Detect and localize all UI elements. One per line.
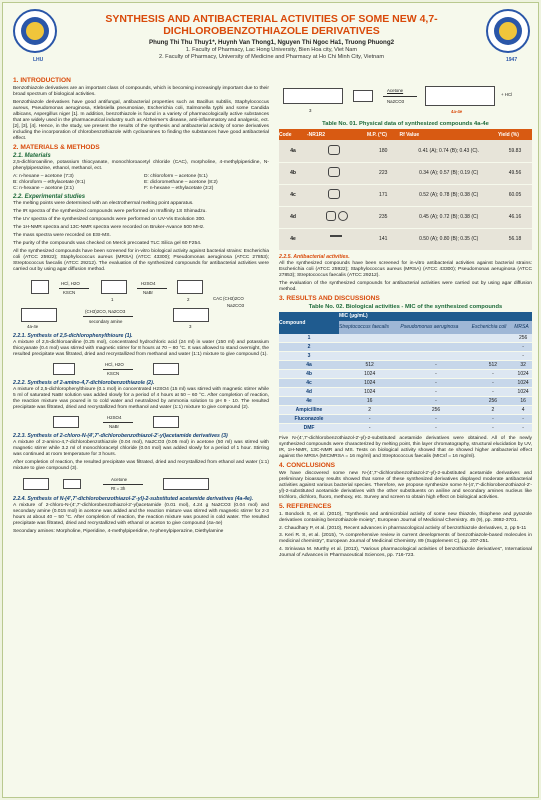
cell-mic-value: -	[472, 424, 515, 433]
cell-code: 4e	[279, 228, 307, 250]
cell-mic-value: 1024	[514, 388, 532, 397]
cell-rf: 0.52 (A); 0.78 (B); 0.38 (C)	[399, 184, 498, 206]
cell-mic-value: 256	[472, 397, 515, 406]
cell-structure	[307, 206, 367, 228]
product-structure	[163, 478, 209, 490]
intro-heading: 1. INTRODUCTION	[13, 77, 71, 84]
logo-right-caption: 1947	[506, 57, 518, 63]
section-2-2-2-heading: 2.2.2. Synthesis of 2-amino-4,7-dichlorobenzothiazole (2).	[13, 380, 155, 386]
compound-number: 3	[189, 324, 192, 329]
table-row	[279, 415, 532, 424]
poster-affiliations	[63, 47, 480, 61]
poster-authors: Phung Thi Thu Thuy1*, Huynh Van Thong1, Nguyen Thi Ngoc Ha1, Truong Phuong2	[148, 39, 395, 46]
cell-mic-value: 2	[472, 406, 515, 415]
cell-compound: Ampicilline	[279, 406, 339, 415]
cell-structure	[307, 228, 367, 250]
conclusions-paragraph: We have discovered some new N-(4',7'-dichlorobenzothiazol-2'-yl)-2-substituted acetamide derivatives and preliminary bioassay results showed that some of these synthesized derivatives displayed moderate antibacterial activities against various bacterial species. Therefore, we propose synthesize some N-(4',7'-dichlorobenzothiazol-2'-yl)-2-substituted acetamide derivatives with the other substituents on aniline and secondary amines nucleus like trichloro, dichloro, fluoro, methoxy, etc. Survey and screen to obtain high effect on biological activities.	[279, 471, 532, 500]
reagent-label: NaBr	[143, 290, 154, 295]
cell-mp: 223	[367, 162, 399, 184]
table-header-row	[279, 312, 532, 321]
cell-mic-value: 256	[400, 406, 471, 415]
materials-heading: 2. MATERIALS & METHODS	[13, 144, 100, 151]
cell-rf: 0.34 (A); 0.57 (B); 0.19 (C)	[399, 162, 498, 184]
table-row	[279, 424, 532, 433]
cell-mic-value: -	[400, 415, 471, 424]
affiliation-1: 1. Faculty of Pharmacy, Lac Hong University, Bien Hoa city, Viet Nam	[185, 47, 358, 53]
col-code: Code	[279, 129, 307, 140]
section-2-2-3-text-2: After completion of reaction, the resulted precipitate was filtrated, dried and recrystallized from ethanol and water (1:1) mixture to give compound (3).	[13, 460, 269, 471]
general-reaction-scheme	[279, 78, 532, 118]
cell-mic-value: -	[400, 361, 471, 370]
table-header-row	[279, 129, 532, 140]
col-strain: MRSA	[514, 321, 532, 334]
cell-yield: 59.83	[498, 140, 532, 162]
chloroacetamide-structure	[283, 88, 343, 104]
intro-paragraph-1: Benzothiazole derivatives are an important class of compounds, which is becoming increasingly important due to their broad spectrum of biological activities.	[13, 86, 269, 97]
col-strain: Pseudomonas aeruginosa	[400, 321, 471, 334]
compound-number: 4a-4e	[27, 324, 39, 329]
cell-compound: DMF	[279, 424, 339, 433]
cell-compound: 2	[279, 343, 339, 352]
cell-mic-value: -	[514, 352, 532, 361]
table-row	[279, 388, 532, 397]
synthesis-scheme	[13, 276, 269, 330]
cell-mic-value: 16	[339, 397, 400, 406]
reagent-label: (CH3)2CO, Na2CO3	[85, 309, 126, 314]
solvent-item: E: dicloromethane – acetone (8:2)	[144, 180, 218, 185]
reaction-arrow	[137, 288, 167, 289]
references-heading: 5. REFERENCES	[279, 503, 332, 510]
poster-header	[3, 3, 540, 71]
cell-mic-value: -	[339, 424, 400, 433]
compound-number: 3	[309, 108, 312, 113]
table-row	[279, 406, 532, 415]
cell-rf: 0.41 (A); 0.74 (B); 0.43 (C).	[399, 140, 498, 162]
reagent-label: secondary amine	[89, 319, 123, 324]
cell-mic-value: -	[472, 370, 515, 379]
cell-compound: 4d	[279, 388, 339, 397]
experimental-line: The mass spectra were recorded on ESI-MS.	[13, 233, 111, 238]
reference-item: 1. Bondock S, et al. (2010), "Synthesis and antimicrobial activity of some new thiazole, thiophene and pyrazole derivatives containing benzothiazole moiety", European Journal of Medicinal Chemistry. 45 (9), pp. 3692-3701.	[279, 512, 532, 523]
logo-left-caption: LHU	[33, 57, 44, 63]
reagent-label: HCl, H2O	[105, 362, 124, 367]
cell-mic-value: -	[400, 388, 471, 397]
experimental-subheading: 2.2. Experimental studies	[13, 194, 86, 200]
cell-mic-value	[400, 334, 471, 343]
scheme-step-3	[13, 414, 269, 430]
logo-center	[26, 22, 44, 40]
section-2-2-3-text-1: A mixture of 2-amino-4,7-dichlorobenzothiazole (0.04 mol), Na2CO3 (0.05 mol) in acetone (50 ml) was stirred with magnetic stirrer while 3.2 ml of monochloracetyl chloride (0.04 mol) was added slowly for a period of 1 hour. Stirring was continued at room temperature for 3 hours.	[13, 440, 269, 457]
chloroacetamide-structure	[173, 308, 209, 322]
solvent-item: A: n-hexane – acetone (7:3)	[13, 174, 74, 179]
cell-mic-value: -	[472, 415, 515, 424]
cell-compound: 3	[279, 352, 339, 361]
cell-yield: 60.05	[498, 184, 532, 206]
cell-mic-value: -	[514, 415, 532, 424]
cell-compound: 4b	[279, 370, 339, 379]
poster	[2, 2, 539, 798]
solvent-systems	[13, 174, 269, 192]
solvent-item: F: n-hexane – ethylacetate (3:2)	[144, 186, 214, 191]
reagent-label: HCl, H2O	[61, 281, 80, 286]
reagent-label: KSCN	[107, 371, 120, 376]
product-structure	[153, 416, 179, 428]
cell-mic-value: 16	[514, 397, 532, 406]
reactant-structure	[23, 478, 49, 490]
product-structure	[425, 86, 495, 106]
cell-mic-value: 1024	[339, 379, 400, 388]
right-column	[279, 75, 532, 560]
cell-code: 4c	[279, 184, 307, 206]
table-row	[279, 228, 532, 250]
cell-mp: 235	[367, 206, 399, 228]
reaction-arrow	[83, 316, 133, 317]
experimental-line: The purity of the compounds was checked on Merck precoated TLC Silica gel 60 F254.	[13, 241, 202, 246]
section-2-2-5-heading: 2.2.5. Antibacterial activities.	[279, 253, 350, 260]
table-row	[279, 162, 532, 184]
cell-compound: 4e	[279, 397, 339, 406]
byproduct-label: + HCl	[501, 92, 513, 97]
cell-mic-value: -	[400, 397, 471, 406]
table-row	[279, 370, 532, 379]
cell-structure	[307, 184, 367, 206]
cell-mic-value	[472, 334, 515, 343]
cell-mic-value	[339, 352, 400, 361]
cell-mic-value	[400, 343, 471, 352]
cell-mp: 141	[367, 228, 399, 250]
reaction-arrow	[103, 369, 133, 370]
section-2-2-4-heading: 2.2.4. Synthesis of N-(4',7'-dichlorobenzothiazol-2'-yl)-2-substituted acetamide derivatives (4a-4e).	[13, 496, 254, 502]
col-strain: Streptococcus faecalis	[339, 321, 400, 334]
table-row	[279, 343, 532, 352]
cell-compound: 4a	[279, 361, 339, 370]
cell-mic-value: 512	[339, 361, 400, 370]
table-row	[279, 140, 532, 162]
cell-mic-value: -	[400, 370, 471, 379]
section-2-2-3-heading: 2.2.3. Synthesis of 2-chloro-N-(4',7'-dichlorobenzothiazol-2'-yl)acetamide derivatives (3)	[13, 433, 228, 439]
section-2-2-5-text: All the synthesized compounds have been screened for in-vitro antibacterial activities against bacterial strains: Escherichia coli (ATCC 25922); Staphylococcus aureus (MRSA) (ATCC 43300); Pseudomonas aeruginosa (ATCC 27853); Streptococcus faecalis (ATCC 29212).	[279, 260, 532, 278]
compound-number: 1	[111, 297, 114, 302]
reagent-label: CAC	[213, 296, 223, 301]
amine-structure	[353, 90, 373, 102]
experimental-line: The IR spectra of the synthesized compounds were performed on Irraffinity 1S Shimadzu.	[13, 209, 207, 214]
table-row	[279, 352, 532, 361]
final-product-structure	[21, 308, 57, 322]
cell-mic-value	[339, 343, 400, 352]
scheme-step-2	[13, 361, 269, 377]
cell-rf: 0.45 (A); 0.72 (B); 0.38 (C)	[399, 206, 498, 228]
reaction-arrow	[383, 96, 417, 97]
reaction-arrow	[59, 288, 89, 289]
experimental-line: The UV spectra of the synthesized compounds were performed on UV-Vis Evolution 300.	[13, 217, 206, 222]
intro-paragraph-2: Benzothiazole derivatives have good antifungal, antibacterial properties such as Bacillus subtilis, Staphylococcus aureus, Pseudomonas aeruginosa, Klebsiella pneumoniae, Escherichia coli, Salmonella typhi and some Candida albicans, Aspergillus niger [1]. In addition, benzothiazole is found in a variety of pharmacologically active substances that are widely used in the pharmaceutical industry such as Alzheimer's disease, anti-inflammatory and analgesic, ect. [2], [3], [4]. Hence, in the study, we present the results of the synthesis and antibacterial activity of some derivatives including the incorporation of chlorobenzothiazole with cycloamines to finding the substances have good antibacterial effect.	[13, 100, 269, 141]
cell-mic-value: -	[472, 388, 515, 397]
cell-compound: Fluconazole	[279, 415, 339, 424]
cell-mic-value: 1024	[339, 370, 400, 379]
cell-mic-value: 1024	[514, 370, 532, 379]
cell-compound: 4c	[279, 379, 339, 388]
cell-yield: 46.16	[498, 206, 532, 228]
cell-mic-value: 4	[514, 406, 532, 415]
compound-number: 4a-4e	[451, 109, 463, 114]
materials-paragraph: 2,5-dichloroaniline, potassium thiocyanate, monochloroacetyl chloride (CAC), morpholine, 4-methylpiperidine, N-phenylpiperazine, ethanol, methanol, ect.	[13, 160, 269, 171]
section-2-2-1-heading: 2.2.1. Synthesis of 2,5-dichlorophenylthioure (1).	[13, 333, 133, 339]
conclusions-heading: 4. CONCLUSIONS	[279, 462, 336, 469]
reference-item: 3. Keri R. S, et al. (2015), "A comprehensive review in current developments of benzothiazole-based molecules in medicinal chemistry", European Journal of Medicinal Chemistry. 89 (Supplement C), pp. 207-251.	[279, 533, 532, 544]
col-substituent: -NR1R2	[307, 129, 367, 140]
logo-center	[499, 22, 517, 40]
university-logo-left	[13, 9, 57, 63]
solvent-item: D: chloroform – acetone (5:1)	[144, 174, 208, 179]
materials-subheading: 2.1. Materials	[13, 153, 51, 159]
cell-yield: 49.56	[498, 162, 532, 184]
table-1-title: Table No. 01. Physical data of synthesized compounds 4a-4e	[322, 121, 489, 127]
col-compound: Compound	[279, 312, 339, 334]
cell-mic-value: -	[472, 379, 515, 388]
cell-rf: 0.50 (A); 0.80 (B); 0.35 (C)	[399, 228, 498, 250]
col-rf-value: Rf Value	[399, 129, 498, 140]
results-paragraph: Five N-(4',7'-dichlorobenzothiazol-2'-yl)-2-substituted acetamide derivatives were obtained. All of the newly synthesized compounds were characterized by melting point, thin layer chromatography, structural elucidation by UV, IR, 1H-NMR, 13C-NMR and MS. Tests on biological activity showed that 4e showed higher antibacterial effect against the MRSA (MICMRSA = 16 mg/ml) and Streptococcus faecalis (MICsf = 16 mg/ml).	[279, 436, 532, 459]
cell-structure	[307, 162, 367, 184]
cell-mic-value: 256	[514, 334, 532, 343]
reagent-label: Na2CO3	[227, 303, 245, 308]
table-row	[279, 397, 532, 406]
results-heading: 3. RESULTS AND DISCUSSIONS	[279, 294, 380, 302]
table-row	[279, 379, 532, 388]
cell-code: 4d	[279, 206, 307, 228]
cell-mic-value	[472, 343, 515, 352]
cell-mic-value: 1024	[339, 388, 400, 397]
table-row	[279, 184, 532, 206]
cell-mic-value: -	[400, 424, 471, 433]
cell-yield: 56.18	[498, 228, 532, 250]
university-logo-right	[486, 9, 530, 63]
cell-mic-value: 32	[514, 361, 532, 370]
reference-item: 2. Chaudhary P, et al. (2010), Recent advances in pharmacological activity of benzothiazole derivatives, 2, pp 5-11	[279, 525, 527, 531]
col-yield: Yield (%)	[498, 129, 532, 140]
cell-mic-value	[472, 352, 515, 361]
solvent-item: C: n-hexane – acetone (2:1)	[13, 186, 74, 191]
cell-mp: 171	[367, 184, 399, 206]
compound-number: 2	[187, 297, 190, 302]
section-2-2-4-text-1: A mixture of 2-chloro-N-(4',7'-dichlorobenzothiazol-2'-yl)acetamide (0.01 mol), 4.24 g Na2CO3 (0.04 mol) and secondary amine (0.015 mol) in acetone was added and the reaction mixture was stirred with magnetic stirrer for 2-3 hours at about 40 – 50 °C. After completion of reaction, the reaction mixture was poured in cold water. The resulted precipitate was filtrated, dried and recrystallized with ethanol or aceton to give compound (4a-4e)	[13, 503, 269, 526]
reactant-structure	[53, 363, 75, 375]
reagent-label: Acetone	[387, 88, 404, 93]
cell-code: 4b	[279, 162, 307, 184]
col-melting-point: M.P. (°C)	[367, 129, 399, 140]
poster-title: SYNTHESIS AND ANTIBACTERIAL ACTIVITIES OF SOME NEW 4,7-DICHLOROBENZOTHIAZOLE DERIVATIVES	[105, 13, 438, 37]
col-strain: Escherichia coli	[472, 321, 515, 334]
mic-table-body	[279, 334, 532, 433]
physical-data-table	[279, 129, 532, 251]
cell-mic-value	[339, 334, 400, 343]
experimental-line: The 1H-NMR spectra and 13C-NMR spectra were recorded on Bruker-Avance 500 MHz.	[13, 225, 205, 230]
cell-mp: 180	[367, 140, 399, 162]
table-row	[279, 206, 532, 228]
left-column	[13, 75, 269, 537]
cell-structure	[307, 140, 367, 162]
cac-structure	[63, 479, 81, 489]
affiliation-2: 2. Faculty of Pharmacy, University of Medicine and Pharmacy at Ho Chi Minh City, Vietnam	[158, 54, 385, 60]
reagent-label: (CH3)2CO	[223, 296, 244, 301]
scheme-step-4	[13, 475, 269, 493]
cell-mic-value: -	[339, 415, 400, 424]
reactant-structure	[53, 416, 79, 428]
table-row	[279, 361, 532, 370]
cell-mic-value: -	[514, 343, 532, 352]
section-2-2-4-text-2: Secondary amines: Morpholine, Piperidine, 4-methylpiperidine, N-phenylpiperazine, Diethylamine	[13, 529, 224, 534]
aminobenzothiazole-structure	[177, 280, 203, 294]
reaction-arrow	[103, 422, 133, 423]
thiourea-structure	[101, 280, 127, 294]
solvent-item: B: chloroform – ethylacetate (9:1)	[13, 180, 86, 185]
reagent-label: Na2CO3	[387, 99, 405, 104]
table-2-title: Table No. 02. Biological activities - MIC of the synthesized compounds	[308, 303, 503, 310]
cell-code: 4a	[279, 140, 307, 162]
cell-mic-value: 1024	[514, 379, 532, 388]
mic-table	[279, 312, 532, 434]
cell-mic-value: -	[514, 424, 532, 433]
table-row	[279, 334, 532, 343]
reference-item: 4. Srinivasa M. Murthy et al. (2013), "Various pharmacological activities of benzothiazole derivatives", International Journal of Advances in Pharmaceutical Sciences, pp. 716-723.	[279, 546, 532, 558]
reagent-label: NaBr	[109, 424, 120, 429]
section-2-2-1-text: A mixture of 2,5-dichloroaniline (0.25 mol), concentrated hydrochloric acid (24 ml) in water (150 ml) and potassium thiocyanate (0.4 mol) was stirred with magnetic stirrer for 8 hours at 70 – 80 °C. It was allowed to stand overnight, the resulted precipitate was filtrated, dried and recrystallized from methanol and water (1:1) mixture to give compound (1).	[13, 340, 269, 357]
cell-mic-value	[400, 352, 471, 361]
experimental-line: The melting points were determined with an electrothermal melting point apparatus.	[13, 201, 194, 206]
section-2-2-5-text-2: The evaluation of the synthesized compounds for antibacterial activities were carried out by using agar diffusion method.	[279, 280, 532, 292]
reagent-label: Rt = 3h	[111, 486, 126, 491]
reagent-label: H2SO4	[107, 415, 122, 420]
cell-mic-value: 512	[472, 361, 515, 370]
reagent-label: Acetone	[111, 477, 128, 482]
reagent-label: KSCN	[63, 290, 76, 295]
experimental-line: All the synthesized compounds have been screened for in-vitro biological activity against bacterial strains: Escherichia coli (ATCC 25922); Staphylococcus aureus (MRSA) (ATCC 43300); Pseudomonas aeruginosa (ATCC 27853); Streptococcus faecalis (ATCC 29212). The evaluation of the synthesized compounds for antibacterial activities were carried out by using agar diffusion method.	[13, 249, 269, 272]
dichloroaniline-structure	[31, 280, 49, 294]
col-mic: MIC (µg/mL)	[339, 312, 532, 321]
cell-mic-value: 2	[339, 406, 400, 415]
reaction-arrow	[103, 484, 143, 485]
reagent-label: H2SO4	[141, 281, 156, 286]
cell-compound: 1	[279, 334, 339, 343]
cell-mic-value: -	[400, 379, 471, 388]
product-structure	[153, 363, 179, 375]
section-2-2-2-text: A mixture of 2,5-dichlorophenylthioure (0.1 mol) in concentrated H2SO4 (15 ml) was stirred with magnetic stirrer while 5 ml of saturated NaBr solution was added slowly for a period of 4 hours at 50 – 60 °C. After completion of reaction, the reaction mixture was poured in to cold water and neutralized by ammonia solution to pH 9 - 10. The resulted precipitate was filtrated, dried and recrystallized from methanol and water (1:1) mixture to give compound (2).	[13, 387, 269, 410]
